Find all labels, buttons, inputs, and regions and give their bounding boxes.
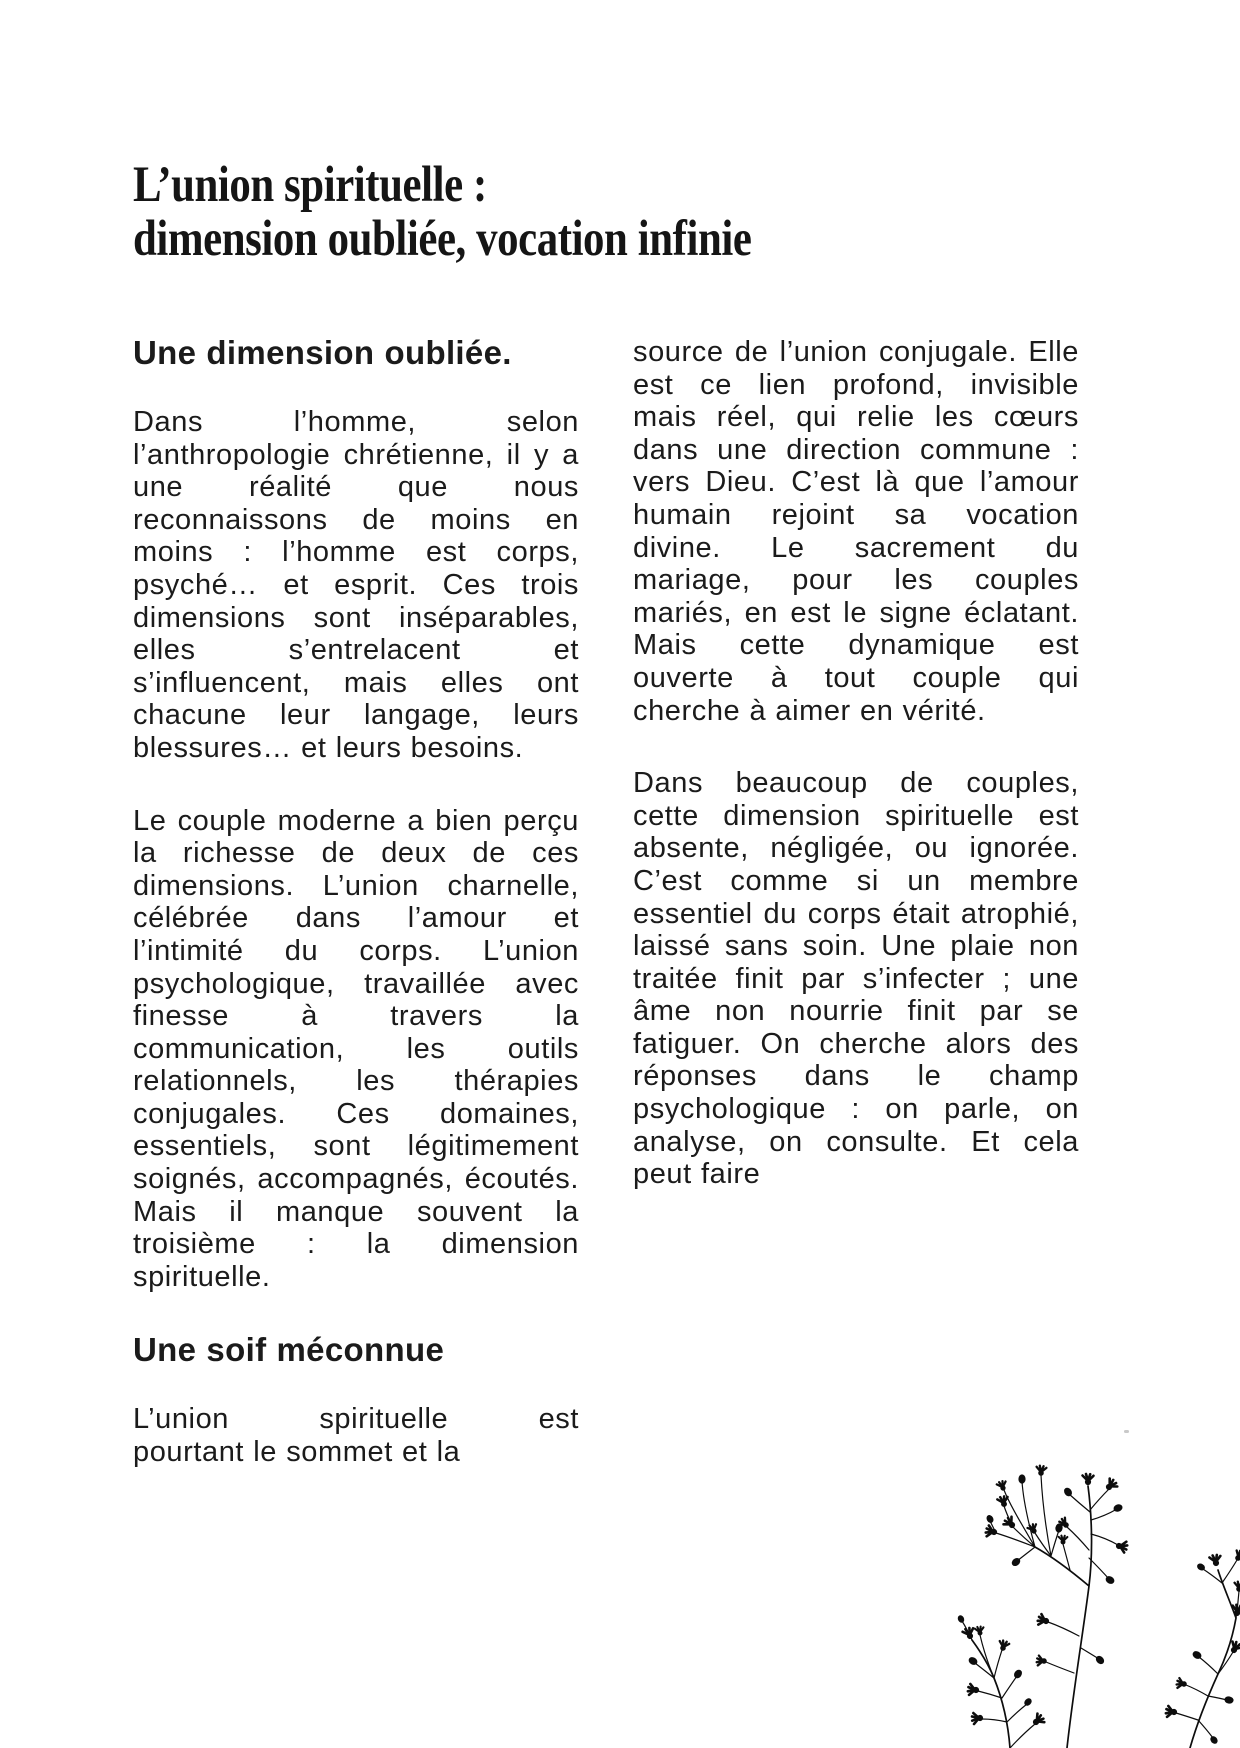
paragraph-line: L’union spirituelle est (133, 1403, 579, 1436)
section-heading-dimension-oubliee: Une dimension oubliée. (133, 334, 512, 371)
flower-buds (957, 1465, 1240, 1745)
paragraph-union-spirituelle-start (133, 1403, 579, 1468)
page-title (133, 158, 869, 266)
article-body (133, 336, 1079, 1469)
paragraph-line: pourtant le sommet et la (133, 1436, 461, 1469)
page-title-line1: L’union spirituelle : (133, 157, 487, 213)
paper-speck (1124, 1430, 1129, 1433)
section-heading-soif-meconnue: Une soif méconnue (133, 1331, 445, 1369)
floral-illustration (950, 1458, 1240, 1748)
page-title-line2: dimension oubliée, vocation infinie (133, 211, 752, 267)
right-column (633, 336, 1079, 1469)
paragraph-dimension-absente: Dans beaucoup de couples, cette dimension spirituelle est absente, négligée, ou ignorée. C’est comme si un membre essentiel du corps était atrophié, laissé sans soin. Une plaie non traitée finit par s’infecter ; une âme non nourrie finit par se fatiguer. On cherche alors des réponses dans le champ psychologique : on parle, on analyse, on consulte. Et cela peut faire (633, 767, 1079, 1191)
paragraph-union-spirituelle-continued: source de l’union conjugale. Elle est ce lien profond, invisible mais réel, qui relie les cœurs dans une direction commune : vers Dieu. C’est là que l’amour humain rejoint sa vocation divine. Le sacrement du mariage, pour les couples mariés, en est le signe éclatant. Mais cette dynamique est ouverte à tout couple qui cherche à aimer en vérité. (633, 336, 1079, 727)
left-column (133, 336, 579, 1469)
paragraph-couple-moderne: Le couple moderne a bien perçu la richesse de deux de ces dimensions. L’union charnelle, célébrée dans l’amour et l’intimité du corps. L’union psychologique, travaillée avec finesse à travers la communication, les outils relationnels, les thérapies conjugales. Ces domaines, essentiels, sont légitimement soignés, accompagnés, écoutés. Mais il manque souvent la troisième : la dimension spirituelle. (133, 804, 579, 1293)
paragraph-anthropologie: Dans l’homme, selon l’anthropologie chrétienne, il y a une réalité que nous reconnaissons de moins en moins : l’homme est corps, psyché… et esprit. Ces trois dimensions sont inséparables, elles s’entrelacent et s’influencent, mais elles ont chacune leur langage, leurs blessures… et leurs besoins. (133, 406, 579, 764)
